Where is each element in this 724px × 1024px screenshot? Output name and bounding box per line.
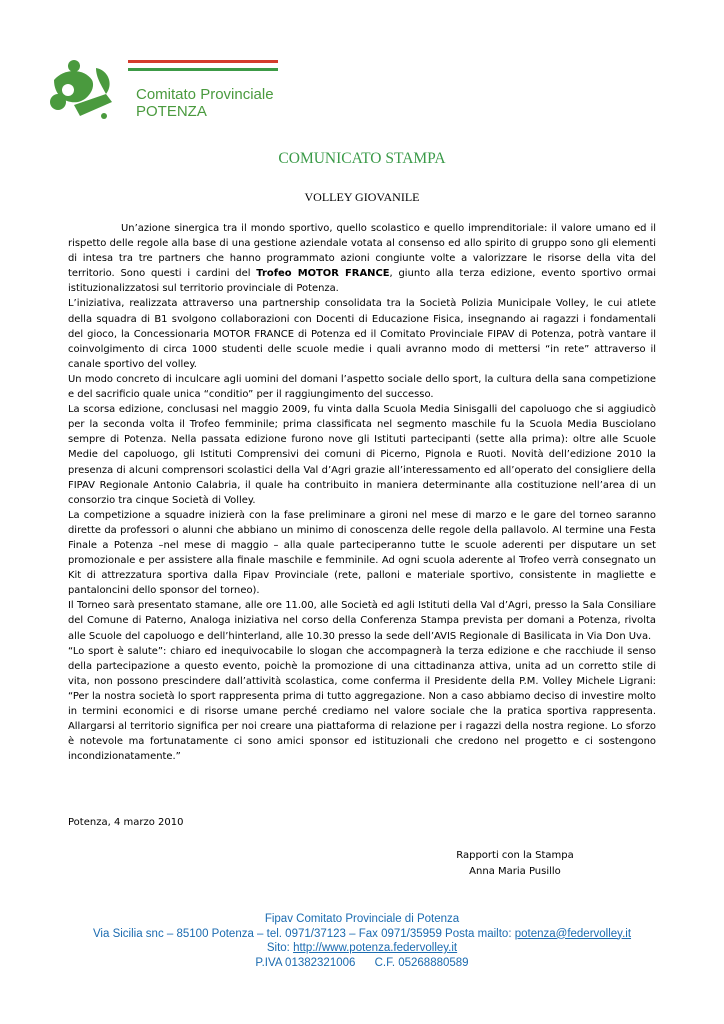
paragraph-1: Un’azione sinergica tra il mondo sportivo, quello scolastico e quello imprenditoriale: il valore umano ed il rispetto delle regole alla base di una gestione aziendale votata al consenso ed allo spirito di gruppo sono gli elementi di intesa tra tre partners che hanno programmato azioni congiunte volte a valorizzare le risorse della vita del territorio. Sono questi i cardini del Trofeo MOTOR FRANCE, giunto alla terza edizione, evento sportivo ormai istituzionalizzatosi sul territorio provinciale di Potenza. bbox=[68, 223, 657, 295]
paragraph-6: Il Torneo sarà presentato stamane, alle ore 11.00, alle Società ed agli Istituti della Val d’Agri, presso la Sala Consiliare del Comune di Paterno, Analoga iniziativa nel corso della Conferenza Stampa prevista per domani a Potenza, rivolta alle Scuole del capoluogo e dell’hinterland, alle 10.30 presso la sede dell’AVIS Regionale di Basilicata in Via Don Uva. bbox=[68, 600, 656, 642]
footer-contacts: Via Sicilia snc – 85100 Potenza – tel. 0971/37123 – Fax 0971/35959 Posta mailto: potenza@federvolley.it bbox=[92, 927, 632, 940]
signature-block bbox=[450, 848, 580, 880]
paragraph-5: La competizione a squadre inizierà con la fase preliminare a gironi nel mese di marzo e le gare del torneo saranno dirette da professori o alunni che abbiano un minimo di conoscenza delle regole della pallavolo. Al termine una Festa Finale a Potenza –nel mese di maggio – alla quale parteciperanno tutte le scuole aderenti per disputare un set promozionale e per assistere alla finale maschile e femminile. Ad ogni scuola aderente al Trofeo verrà consegnato un Kit di attrezzatura sportiva dalla Fipav Provinciale (rete, palloni e materiale sportivo, consistente in magliette e pantaloncini dello sponsor del torneo). bbox=[68, 509, 656, 597]
fipav-logo-icon bbox=[44, 50, 134, 125]
signature-name: Anna Maria Pusillo bbox=[469, 866, 561, 877]
document-title: COMUNICATO STAMPA bbox=[278, 150, 446, 167]
org-line-1: Comitato Provinciale bbox=[136, 86, 274, 103]
paragraph-3: Un modo concreto di inculcare agli uomini del domani l’aspetto sociale dello sport, la cultura della sana competizione e del sacrificio quale unica “conditio” per il raggiungimento del successo. bbox=[68, 373, 656, 401]
signature-role: Rapporti con la Stampa bbox=[456, 850, 574, 861]
stripe-red bbox=[128, 60, 278, 63]
footer-site: Sito: http://www.potenza.federvolley.it bbox=[266, 942, 458, 954]
email-link[interactable]: potenza@federvolley.it bbox=[514, 927, 632, 940]
footer-tax-ids: P.IVA 01382321006 C.F. 05268880589 bbox=[255, 956, 469, 969]
document-date: Potenza, 4 marzo 2010 bbox=[68, 817, 184, 828]
footer-org: Fipav Comitato Provinciale di Potenza bbox=[264, 913, 460, 925]
trofeo-name: Trofeo MOTOR FRANCE bbox=[256, 268, 390, 280]
footer bbox=[0, 912, 724, 970]
stripe-green bbox=[128, 68, 278, 71]
paragraph-2: L’iniziativa, realizzata attraverso una partnership consolidata tra la Società Polizia Municipale Volley, le cui atlete della squadra di B1 svolgono collaborazioni con Docenti di Educazione Fisica, insegnando ai ragazzi i fondamentali del gioco, la Concessionaria MOTOR FRANCE di Potenza ed il Comitato Provinciale FIPAV di Potenza, potrà vantare il coinvolgimento di circa 1000 studenti delle scuole medie i quali avranno modo di mettersi “in rete” attraverso il canale sportivo del volley. bbox=[68, 298, 656, 370]
website-link[interactable]: http://www.potenza.federvolley.it bbox=[293, 942, 458, 954]
document-subtitle: VOLLEY GIOVANILE bbox=[304, 190, 420, 204]
paragraph-7: “Lo sport è salute”: chiaro ed inequivocabile lo slogan che accompagnerà la terza edizione e che racchiude il senso della partecipazione a questo evento, poichè la promozione di una cittadinanza attiva, unita ad un corretto stile di vita, non possono prescindere dall’attività scolastica, come conferma il Presidente della P.M. Volley Michele Ligrani: “Per la nostra società lo sport rappresenta prima di tutto aggregazione. Non a caso abbiamo deciso di investire molto in termini economici e di risorse umane perché crediamo nel valore sociale che la pratica sportiva rappresenta. Allargarsi al territorio significa per noi creare una piattaforma di relazione per i ragazzi della nostra regione. Lo sforzo è notevole ma fortunatamente ci sono amici sponsor ed istituzionali che credono nel progetto e ci sostengono incondizionatamente.” bbox=[68, 645, 656, 763]
organization-name bbox=[136, 86, 274, 120]
flag-stripes bbox=[128, 60, 278, 76]
press-release-body bbox=[68, 221, 656, 764]
org-line-2: POTENZA bbox=[136, 103, 207, 120]
paragraph-4: La scorsa edizione, conclusasi nel maggio 2009, fu vinta dalla Scuola Media Sinisgalli del capoluogo che si aggiudicò per la seconda volta il Trofeo femminile; prima classificata nel segmento maschile fu la Scuola Media Busciolano sempre di Potenza. Nella passata edizione furono nove gli Istituti partecipanti (sette alla prima): oltre alle Scuole Medie del capoluogo, gli Istituti Comprensivi dei comuni di Picerno, Pignola e Ruoti. Novità dell’edizione 2010 la presenza di alcuni comprensori scolastici della Val d’Agri grazie all’interessamento ed all’operato del consigliere della FIPAV Regionale Antonio Calabria, il quale ha contribuito in maniera determinante alla costituzione nell’area di un consorzio tra cinque Società di Volley. bbox=[68, 404, 656, 506]
